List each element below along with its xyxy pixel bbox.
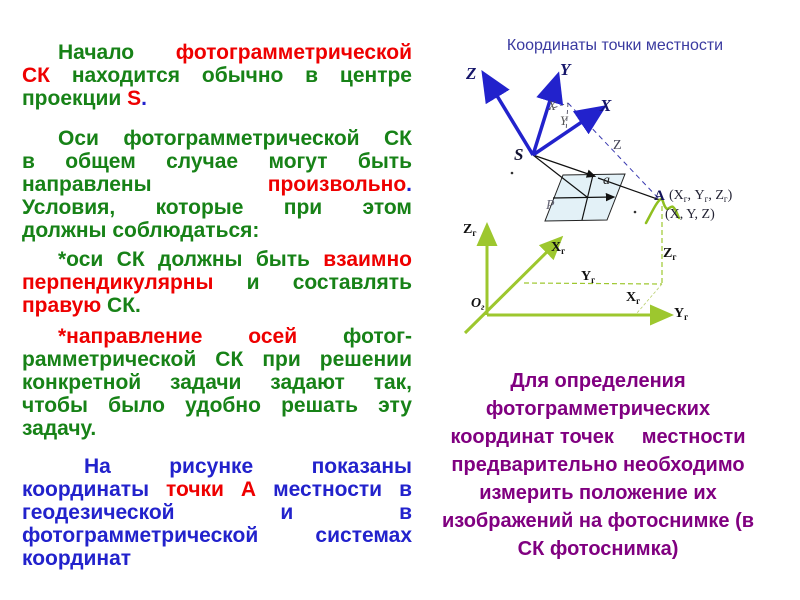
word: в — [399, 501, 412, 524]
word: общем — [65, 150, 136, 173]
label-A-ground-point: A — [654, 188, 665, 204]
word: фотограмметрической — [22, 524, 259, 547]
text-line — [22, 41, 412, 64]
photo-plane — [545, 174, 625, 221]
text-line — [22, 371, 412, 394]
label-yg-axis: $Y_г$ — [674, 306, 689, 322]
word: Оси — [58, 127, 99, 150]
word: геодезической — [22, 501, 175, 524]
word: СК — [116, 248, 145, 271]
word: обычно — [201, 64, 284, 87]
word: СК — [384, 127, 412, 150]
word: должны — [157, 248, 243, 271]
word: в — [399, 478, 412, 501]
text-line — [22, 455, 412, 478]
label-z-distance: Z — [613, 138, 622, 153]
word: при — [262, 348, 301, 371]
text-line — [22, 524, 412, 547]
word: *направление — [58, 325, 203, 348]
word: S. — [127, 87, 147, 110]
coordinate-systems-diagram — [430, 60, 800, 360]
text-line: СК фотоснимка) — [517, 538, 679, 560]
text-line — [22, 294, 412, 317]
word: координаты — [22, 478, 150, 501]
geodetic-axes — [465, 228, 668, 333]
text-line: фотограмметрических — [485, 398, 711, 420]
text-line — [22, 150, 412, 173]
diagram-drawing — [430, 60, 800, 360]
text-line — [22, 196, 412, 219]
label-x-projection: X — [548, 98, 556, 113]
word: осей — [248, 325, 298, 348]
word: при — [283, 196, 323, 219]
text-line: Для определения — [510, 370, 686, 392]
word: было — [108, 394, 165, 417]
word: конкретной — [22, 371, 142, 394]
word: точки — [166, 478, 224, 501]
text-line — [22, 417, 412, 440]
label-A-photo-coords: (X, Y, Z) — [665, 207, 715, 222]
text-line — [22, 64, 412, 87]
text-line — [22, 173, 412, 196]
text-line — [22, 127, 412, 150]
label-x-photo-axis: X — [600, 96, 612, 115]
label-yg-coordinate: $Y_г$ — [581, 269, 596, 285]
word: СК — [22, 64, 50, 87]
word: задают — [270, 371, 345, 394]
word: рисунке — [169, 455, 254, 478]
text-line — [22, 248, 412, 271]
label-a-image-point: a — [603, 173, 610, 188]
word: составлять — [292, 271, 412, 294]
word: удобно — [185, 394, 261, 417]
text-paragraph — [22, 325, 412, 440]
word: показаны — [311, 455, 412, 478]
text-line: измерить положение их — [479, 482, 717, 504]
word: *оси — [58, 248, 104, 271]
word: эту — [378, 394, 412, 417]
text-line: координат точек местности — [450, 426, 746, 448]
label-zg-coordinate: $Z_г$ — [663, 246, 677, 262]
word: должны — [22, 219, 107, 242]
word: и — [246, 271, 260, 294]
word: координат — [22, 547, 132, 570]
text-line — [22, 325, 412, 348]
text-paragraph — [22, 41, 412, 110]
text-line — [22, 271, 412, 294]
text-line: предварительно необходимо — [451, 454, 745, 476]
label-y-photo-axis: Y — [560, 60, 571, 79]
word: взаимно — [323, 248, 412, 271]
word: направлены — [22, 173, 152, 196]
word: системах — [315, 524, 412, 547]
text-line — [22, 547, 412, 570]
label-y-projection: Y — [560, 113, 568, 128]
word: задачи — [170, 371, 242, 394]
word: случае — [166, 150, 239, 173]
text-line — [22, 394, 412, 417]
word: находится — [71, 64, 181, 87]
word: На — [84, 455, 111, 478]
label-A-geodetic-coords: ($X_г$, $Y_г$, $Z_г$) — [669, 188, 733, 204]
word: решении — [319, 348, 412, 371]
text-line — [22, 87, 412, 110]
text-line — [22, 478, 412, 501]
text-paragraph — [22, 455, 412, 570]
word: чтобы — [22, 394, 88, 417]
text-line — [22, 348, 412, 371]
word: могут — [268, 150, 328, 173]
word: А — [240, 478, 257, 501]
word: решать — [281, 394, 358, 417]
word: фотограмметрической — [123, 127, 360, 150]
label-s-point: S — [514, 145, 524, 164]
label-xg-axis: $X_г$ — [551, 240, 566, 256]
right-text-block — [402, 367, 794, 563]
word: в — [22, 150, 35, 173]
label-xg-coordinate: $X_г$ — [626, 290, 641, 306]
diagram-title: Координаты точки местности — [506, 37, 724, 54]
word: Условия, — [22, 196, 116, 219]
word: так, — [373, 371, 412, 394]
word: этом — [362, 196, 412, 219]
word: и — [280, 501, 294, 524]
word: в — [305, 64, 319, 87]
text-line — [22, 501, 412, 524]
word: фотог- — [343, 325, 412, 348]
text-line: изображений на фотоснимке (в — [441, 510, 755, 532]
word: быть — [255, 248, 310, 271]
word: рамметрической — [22, 348, 197, 371]
word: задачу. — [22, 417, 97, 440]
word: местности — [273, 478, 383, 501]
word: которые — [155, 196, 244, 219]
geodetic-dashes — [524, 206, 662, 313]
word: СК — [215, 348, 244, 371]
photogrammetric-axes — [485, 76, 601, 155]
word: проекции — [22, 87, 122, 110]
left-text-column — [22, 41, 412, 570]
word: правую — [22, 294, 102, 317]
word: фотограмметрической — [175, 41, 412, 64]
label-z-photo-axis: Z — [466, 64, 477, 83]
word: центре — [339, 64, 412, 87]
label-zg-axis: $Z_г$ — [463, 222, 477, 238]
word: быть — [357, 150, 412, 173]
word: Начало — [58, 41, 135, 64]
text-line — [22, 219, 412, 242]
text-paragraph — [22, 248, 412, 317]
label-og-origin: $O_г$ — [471, 296, 485, 312]
word: перпендикулярны — [22, 271, 214, 294]
word: СК. — [107, 294, 141, 317]
word: произвольно. — [267, 173, 412, 196]
word: соблюдаться: — [112, 219, 260, 242]
text-paragraph — [22, 127, 412, 242]
label-photo-plane: P — [546, 198, 555, 213]
